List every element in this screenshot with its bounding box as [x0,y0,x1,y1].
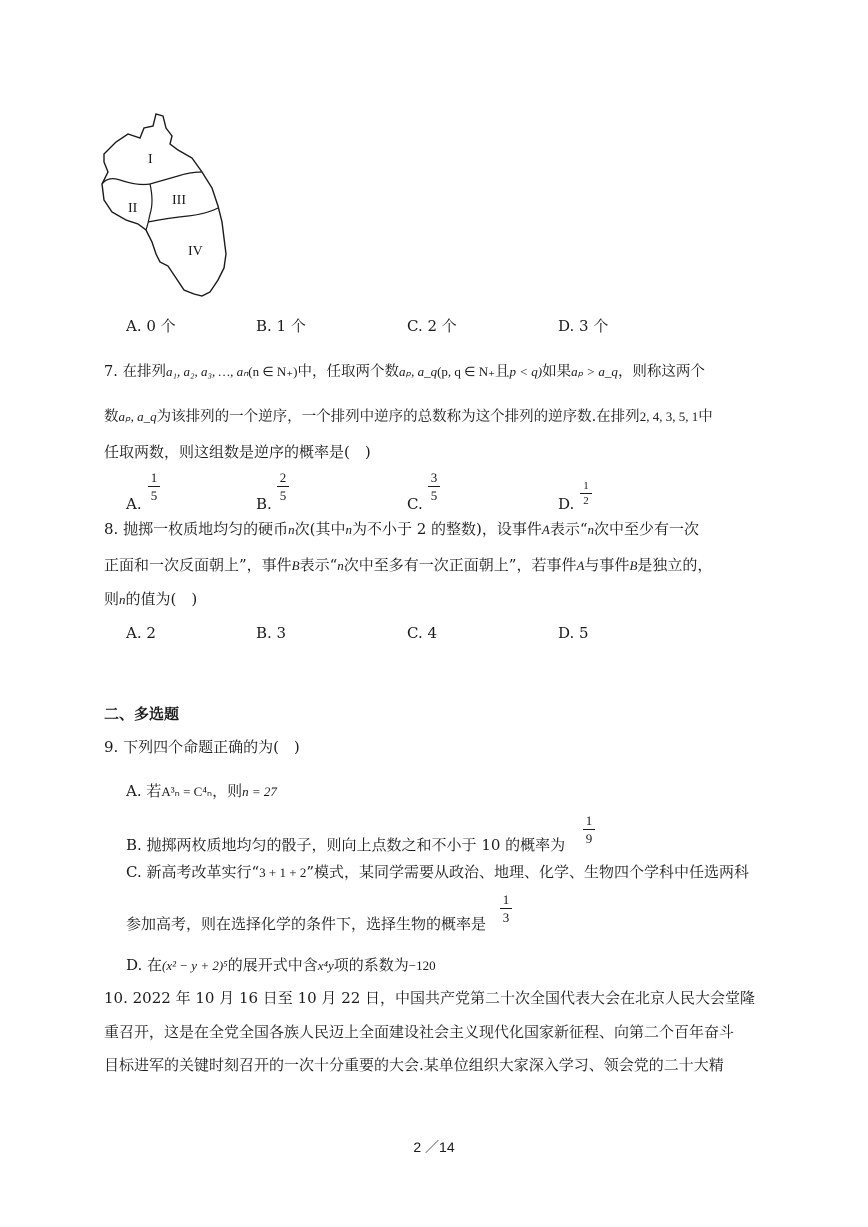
q9-option-c-line-1: C. 新高考改革实行“3 + 1 + 2”模式，某同学需要从政治、地理、化学、生物四个学科中任选两科 [126,863,749,881]
map-region-label: III [172,193,186,208]
q9-option-b-fraction: 1 9 [583,813,595,846]
map-border-2 [146,184,152,230]
q9-option-b: B. 抛掷两枚质地均匀的骰子，则向上点数之和不小于 10 的概率为 [126,836,566,854]
q7-option-b-fraction: 2 5 [277,470,289,503]
q8-option-c: C. 4 [407,624,438,642]
q7-option-b-label: B. [256,495,272,513]
q7-option-d-fraction: 1 2 [580,480,592,507]
q7-line-1: 7. 在排列a₁, a₂, a₃, …, aₙ(n ∈ N₊)中，任取两个数aₚ, a_q(p, q ∈ N₊且p < q)如果aₚ > a_q，则称这两个 [104,364,705,380]
q10-line-3: 目标进军的关键时刻召开的一次十分重要的大会.某单位组织大家深入学习、领会党的二十大精 [104,1056,724,1074]
q6-option-b: B. 1 个 [256,317,306,335]
q8-line-1: 8. 抛掷一枚质地均匀的硬币n次(其中n为不小于 2 的整数)，设事件A表示“n次中至少有一次 [104,520,700,538]
q9-stem: 9. 下列四个命题正确的为( ) [104,738,300,756]
map-region-label: I [148,152,153,167]
q6-option-d: D. 3 个 [558,317,609,335]
q8-line-2: 正面和一次反面朝上”，事件B表示“n次中至多有一次正面朝上”，若事件A与事件B是独立的， [104,556,713,574]
q8-line-3: 则n的值为( ) [104,590,198,608]
q9-option-c-fraction: 1 3 [500,892,512,925]
section-title: 二、多选题 [104,705,180,723]
q7-option-c-label: C. [407,495,423,513]
map-border-1 [102,172,202,185]
q10-line-2: 重召开，这是在全党全国各族人民迈上全面建设社会主义现代化国家新征程、向第二个百年奋斗 [104,1023,735,1041]
q7-option-a-fraction: 1 5 [148,470,160,503]
q7-option-d-label: D. [558,495,575,513]
map-region-label: II [128,201,138,216]
q9-option-c-line-2: 参加高考，则在选择化学的条件下，选择生物的概率是 [126,915,487,933]
map-region-label: IV [188,244,203,259]
q7-option-c-fraction: 3 5 [428,470,440,503]
q9-option-d: D. 在(x² − y + 2)⁵的展开式中含x⁴y项的系数为−120 [126,956,436,974]
region-map-figure [98,106,258,306]
map-outline [102,114,226,296]
q6-option-c: C. 2 个 [407,317,457,335]
q7-line-3: 任取两数，则这组数是逆序的概率是( ) [104,443,371,461]
q10-line-1: 10. 2022 年 10 月 16 日至 10 月 22 日，中国共产党第二十次全国代表大会在北京人民大会堂隆 [104,989,756,1007]
q7-option-a-label: A. [126,495,142,513]
q8-option-b: B. 3 [256,624,287,642]
q9-option-a: A. 若A³ₙ = C⁴ₙ，则n = 27 [126,782,277,800]
map-border-3 [148,208,218,222]
q7-line-2: 数aₚ, a_q为该排列的一个逆序，一个排列中逆序的总数称为这个排列的逆序数.在排列2, 4, 3, 5, 1中 [104,409,713,425]
page-number: 2 ／14 [413,1139,455,1155]
q8-option-a: A. 2 [126,624,156,642]
q8-option-d: D. 5 [558,624,589,642]
q6-option-a: A. 0 个 [126,317,176,335]
